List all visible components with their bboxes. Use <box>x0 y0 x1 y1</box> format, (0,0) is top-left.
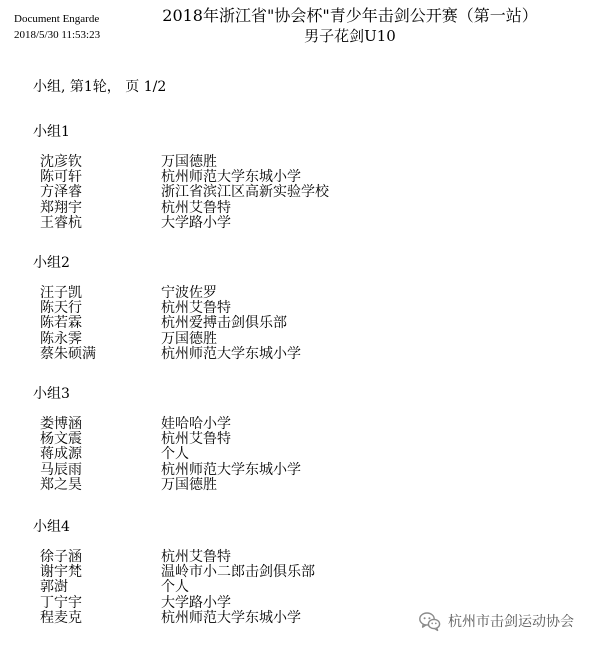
pool-title: 小组4 <box>33 519 70 535</box>
fencer-name: 王睿杭 <box>40 214 82 231</box>
fencer-club: 杭州爱搏击剑俱乐部 <box>161 315 287 332</box>
fencer-club: 杭州艾鲁特 <box>161 431 231 448</box>
watermark-text: 杭州市击剑运动协会 <box>448 614 574 630</box>
fencer-name: 郭澍 <box>40 579 68 596</box>
fencer-name: 沈彦钦 <box>40 154 82 170</box>
fencer-club: 杭州师范大学东城小学 <box>161 169 301 186</box>
fencer-club: 大学路小学 <box>161 594 231 611</box>
app-name: Document Engarde <box>14 13 100 25</box>
fencer-name: 程麦克 <box>40 609 82 626</box>
fencer-club: 杭州师范大学东城小学 <box>161 461 301 478</box>
wechat-icon <box>418 609 442 633</box>
pool-title: 小组1 <box>33 124 70 140</box>
fencer-name: 郑翔宇 <box>40 199 82 216</box>
fencer-club: 杭州艾鲁特 <box>161 549 231 565</box>
fencer-name: 谢宇梵 <box>40 564 82 581</box>
fencer-club: 浙江省滨江区高新实验学校 <box>161 184 329 201</box>
round-info: 小组, 第1轮， 页 1/2 <box>33 79 167 95</box>
fencer-name: 马辰雨 <box>40 461 82 478</box>
fencer-name: 陈天行 <box>40 300 82 317</box>
fencer-club: 万国德胜 <box>161 154 217 170</box>
fencer-club: 杭州师范大学东城小学 <box>161 345 301 362</box>
fencer-club: 个人 <box>161 579 189 596</box>
fencer-name: 徐子涵 <box>40 549 82 565</box>
fencer-name: 蒋成源 <box>40 446 82 463</box>
fencer-name: 陈若霖 <box>40 315 82 332</box>
fencer-club: 大学路小学 <box>161 214 231 231</box>
fencer-club: 娃哈哈小学 <box>161 416 231 432</box>
fencer-name: 丁宁宇 <box>40 594 82 611</box>
fencer-club: 宁波佐罗 <box>161 285 217 301</box>
fencer-name: 杨文震 <box>40 431 82 448</box>
fencer-club: 温岭市小二郎击剑俱乐部 <box>161 564 315 581</box>
fencer-name: 陈永霁 <box>40 330 82 347</box>
fencer-club: 万国德胜 <box>161 476 217 493</box>
pool-title: 小组2 <box>33 255 70 271</box>
fencer-name: 娄博涵 <box>40 416 82 432</box>
fencer-name: 蔡朱硕满 <box>40 345 96 362</box>
document-subtitle: 男子花剑U10 <box>304 27 396 45</box>
pool-title: 小组3 <box>33 386 70 402</box>
print-timestamp: 2018/5/30 11:53:23 <box>14 29 101 41</box>
document-title: 2018年浙江省"协会杯"青少年击剑公开赛（第一站） <box>162 6 538 25</box>
fencer-club: 杭州艾鲁特 <box>161 300 231 317</box>
fencer-club: 杭州师范大学东城小学 <box>161 609 301 626</box>
fencer-club: 个人 <box>161 446 189 463</box>
watermark <box>412 606 580 636</box>
fencer-name: 方泽睿 <box>40 184 82 201</box>
fencer-name: 郑之昊 <box>40 476 82 493</box>
fencer-club: 杭州艾鲁特 <box>161 199 231 216</box>
fencer-club: 万国德胜 <box>161 330 217 347</box>
fencer-name: 陈可轩 <box>40 169 82 186</box>
fencer-name: 汪子凯 <box>40 285 82 301</box>
